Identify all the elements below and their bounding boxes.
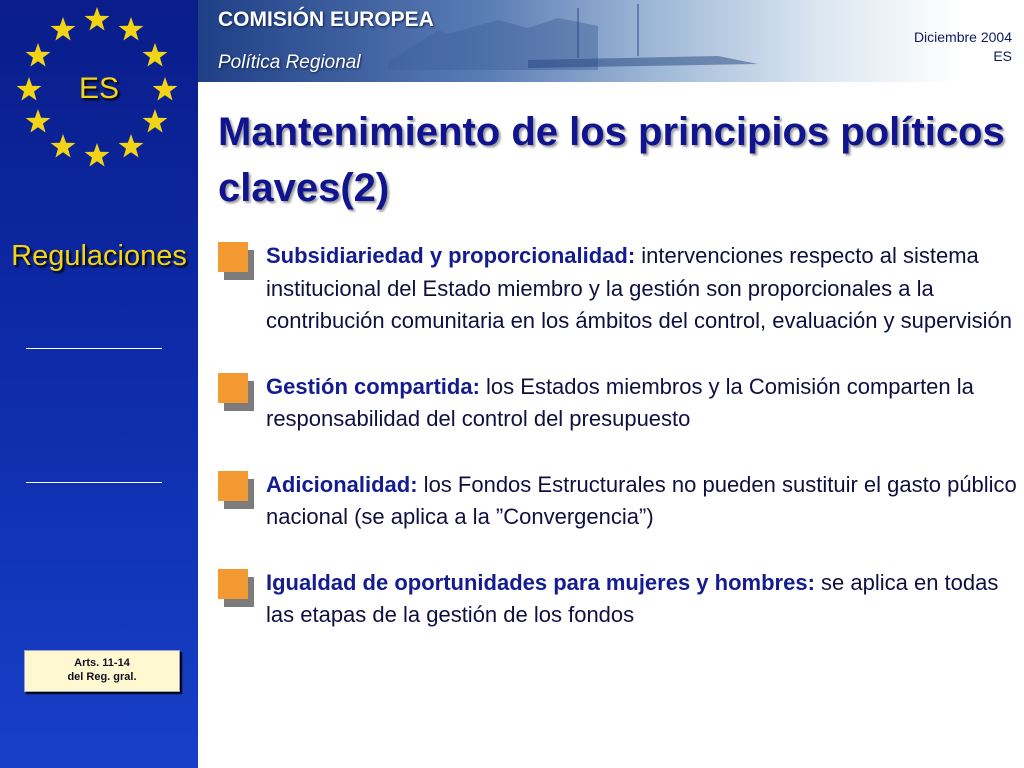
item-heading: Gestión compartida: [266, 373, 480, 399]
list-item [218, 469, 1018, 534]
language-code: ES [993, 48, 1012, 64]
list-item [218, 567, 1018, 632]
department-name: Política Regional [218, 52, 361, 73]
item-heading: Adicionalidad: [266, 471, 418, 497]
bullet-list [218, 240, 1018, 665]
item-heading: Subsidiariedad y proporcionalidad: [266, 243, 636, 268]
reference-note [24, 650, 180, 692]
item-text: los Estados miembros y la Comisión comparten la responsabilidad del control del presupuesto [266, 373, 974, 431]
list-item [218, 371, 1018, 436]
item-heading: Igualdad de oportunidades para mujeres y hombres: [266, 569, 815, 595]
country-code: ES [78, 72, 120, 105]
date-stamp [914, 28, 1012, 66]
sidebar [0, 0, 198, 768]
reference-line: Arts. 11-14 [74, 657, 130, 669]
item-text: se aplica en todas las etapas de la gestión de los fondos [266, 569, 999, 627]
square-bullet-icon [218, 373, 256, 411]
slide-title: Mantenimiento de los principios políticos claves(2) [218, 110, 1005, 210]
square-bullet-icon [218, 471, 256, 509]
item-text: los Fondos Estructurales no pueden sustituir el gasto público nacional (se aplica a la ”Convergencia”) [266, 471, 1017, 529]
divider [26, 482, 162, 483]
item-text: intervenciones respecto al sistema institucional del Estado miembro y la gestión son proporcionales a la contribución comunitaria en los ámbitos del control, evaluación y supervisión [266, 243, 1012, 333]
organization-name: COMISIÓN EUROPEA [218, 8, 434, 31]
list-item [218, 240, 1018, 338]
square-bullet-icon [218, 242, 256, 280]
reference-line: del Reg. gral. [67, 671, 137, 683]
square-bullet-icon [218, 569, 256, 607]
section-label: Regulaciones [11, 240, 187, 272]
divider [26, 348, 162, 349]
date-text: Diciembre 2004 [913, 29, 1012, 45]
